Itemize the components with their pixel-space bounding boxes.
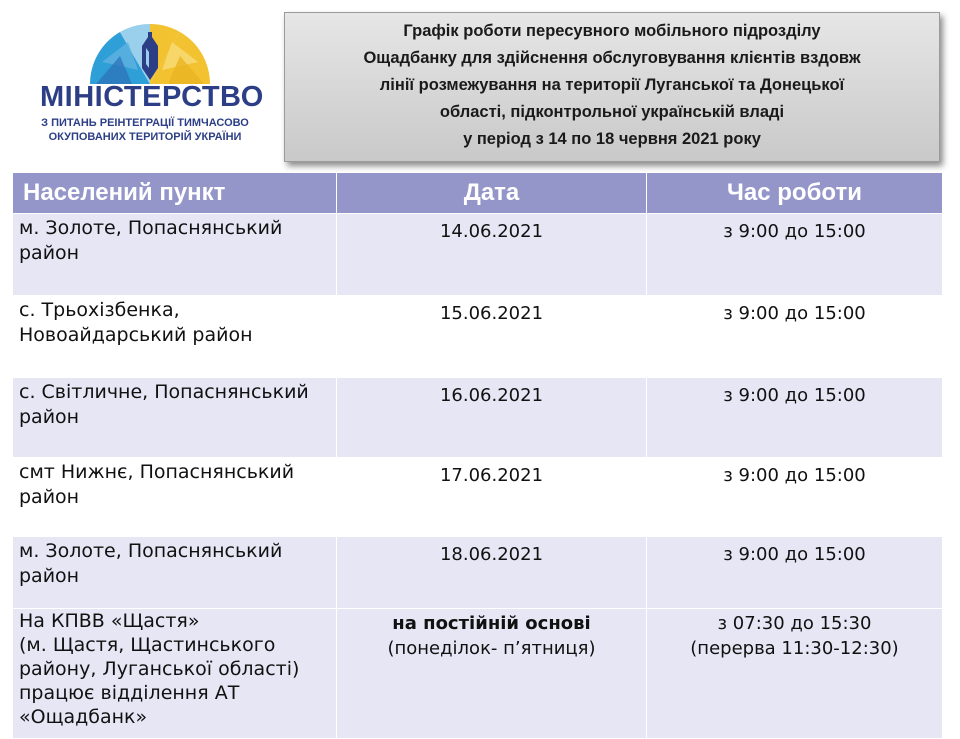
kpvv-place-line: (м. Щастя, Щастинського <box>19 634 276 656</box>
cell-place: с. Світличне, Попаснянський район <box>13 378 337 458</box>
cell-date: 14.06.2021 <box>337 214 647 296</box>
cell-place-kpvv <box>13 609 337 739</box>
column-header-date: Дата <box>337 173 647 214</box>
table-row <box>13 214 943 296</box>
cell-place: м. Золоте, Попаснянський район <box>13 537 337 609</box>
schedule-title-box <box>284 12 940 162</box>
ministry-logo-title: МІНІСТЕРСТВО <box>40 81 264 113</box>
kpvv-break: (перерва 11:30-12:30) <box>690 638 899 659</box>
table-row <box>13 296 943 378</box>
cell-date: 18.06.2021 <box>337 537 647 609</box>
cell-time: з 9:00 до 15:00 <box>647 296 943 378</box>
kpvv-place-line: «Ощадбанк» <box>19 706 148 728</box>
cell-date: 15.06.2021 <box>337 296 647 378</box>
ministry-emblem-icon <box>80 12 220 84</box>
cell-place: смт Нижнє, Попаснянський район <box>13 458 337 537</box>
schedule-table <box>12 172 943 739</box>
cell-date: 17.06.2021 <box>337 458 647 537</box>
cell-time: з 9:00 до 15:00 <box>647 537 943 609</box>
cell-time: з 9:00 до 15:00 <box>647 378 943 458</box>
kpvv-place-line: працює відділення АТ <box>19 682 240 704</box>
ministry-logo <box>40 12 264 152</box>
cell-time: з 9:00 до 15:00 <box>647 214 943 296</box>
kpvv-place-line: На КПВВ «Щастя» <box>19 610 200 632</box>
cell-date: 16.06.2021 <box>337 378 647 458</box>
cell-place: с. Трьохізбенка, Новоайдарський район <box>13 296 337 378</box>
kpvv-schedule-days: (понеділок- п’ятниця) <box>387 638 596 659</box>
title-line-5: у період з 14 по 18 червня 2021 року <box>463 130 761 148</box>
cell-time: з 9:00 до 15:00 <box>647 458 943 537</box>
table-row <box>13 378 943 458</box>
kpvv-hours: з 07:30 до 15:30 <box>717 613 872 634</box>
cell-place: м. Золоте, Попаснянський район <box>13 214 337 296</box>
title-line-3: лінії розмежування на території Луганської та Донецької <box>379 76 845 94</box>
ministry-logo-subtitle-1: З ПИТАНЬ РЕІНТЕГРАЦІЇ ТИМЧАСОВО <box>41 117 249 129</box>
title-line-4: області, підконтрольної українській владі <box>439 103 785 121</box>
table-row <box>13 537 943 609</box>
ministry-logo-subtitle-2: ОКУПОВАНИХ ТЕРИТОРІЙ УКРАЇНИ <box>48 131 242 143</box>
kpvv-place-line: району, Луганської області) <box>19 658 300 680</box>
cell-date-kpvv <box>337 609 647 739</box>
title-line-2: Ощадбанку для здійснення обслуговування клієнтів вздовж <box>363 49 861 67</box>
kpvv-schedule-basis: на постійній основі <box>392 613 591 634</box>
table-header-row <box>13 173 943 214</box>
title-line-1: Графік роботи пересувного мобільного підрозділу <box>403 22 821 40</box>
table-row-kpvv <box>13 609 943 739</box>
cell-time-kpvv <box>647 609 943 739</box>
table-row <box>13 458 943 537</box>
column-header-place: Населений пункт <box>13 173 337 214</box>
column-header-time: Час роботи <box>647 173 943 214</box>
